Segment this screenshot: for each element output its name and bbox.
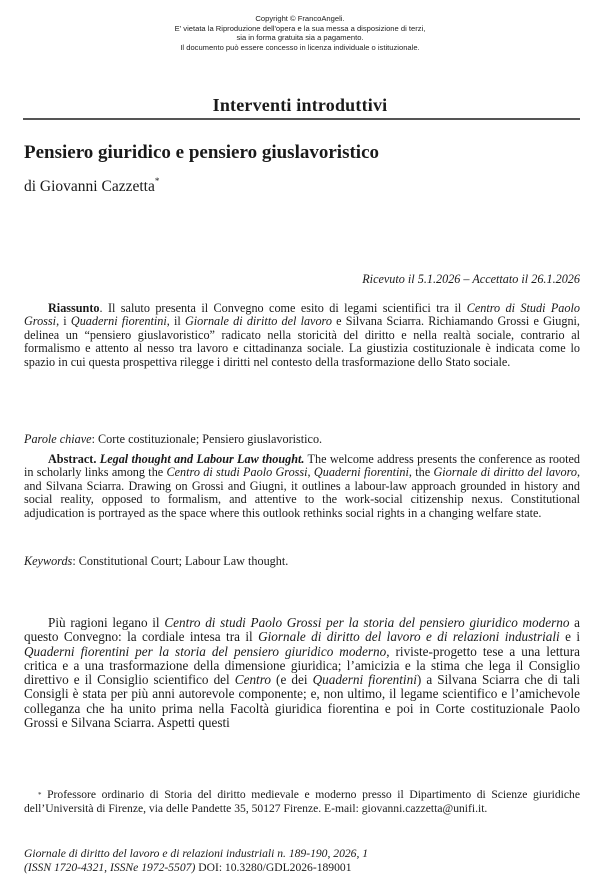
- copyright-notice: [0, 14, 600, 52]
- abstract-italian: [24, 302, 580, 369]
- keywords-text: : Constitutional Court; Labour Law thought.: [72, 554, 289, 568]
- body-italic: Giornale di diritto del lavoro e di relazioni industriali: [258, 629, 560, 645]
- body-italic: Quaderni fiorentini: [312, 672, 417, 688]
- article-title: Pensiero giuridico e pensiero giuslavoristico: [24, 142, 379, 163]
- author-name: di Giovanni Cazzetta: [24, 178, 155, 195]
- abstract-english: [24, 453, 580, 520]
- body-paragraph: [24, 616, 580, 730]
- abstract-text: , i: [56, 314, 71, 329]
- body-text: ) a Silvana Sciarra che di tali Consigli è stata per più anni autorevole componente; e, non ultimo, il legame scientifico e l’amichevole colleganza che ha unito prima nella Facoltà giuridica fiorentina e poi in Corte costituzionale Paolo Grossi e Silvana Sciarra. Aspetti questi: [24, 672, 580, 731]
- footnote-text: Professore ordinario di Storia del diritto medievale e moderno presso il Dipartimento di Scienze giuridiche dell’Università di Firenze, via delle Pandette 35, 50127 Firenze. E-mail: giovanni.cazzetta@unifi.it.: [24, 788, 580, 816]
- keywords-italian: [24, 433, 580, 446]
- keywords-label: Parole chiave: [24, 432, 92, 446]
- abstract-italic: Giornale di diritto del lavoro: [433, 465, 577, 480]
- abstract-text: . Il saluto presenta il Convegno come esito di legami scientifici tra il: [99, 301, 467, 315]
- journal-title-line: Giornale di diritto del lavoro e di relazioni industriali n. 189-190, 2026, 1: [24, 847, 369, 860]
- copyright-line: E' vietata la Riproduzione dell'opera e la sua messa a disposizione di terzi,: [174, 23, 426, 33]
- body-text: e i: [559, 629, 580, 645]
- keywords-english: [24, 555, 580, 568]
- abstract-text: The welcome address presents the conference as rooted in scholarly links among the: [24, 452, 580, 480]
- byline: [24, 178, 159, 196]
- body-italic: Quaderni fiorentini per la storia del pensiero giuridico moderno: [24, 643, 387, 659]
- abstract-label: Abstract.: [48, 452, 97, 466]
- abstract-text: ,: [307, 465, 314, 480]
- body-text: (e dei: [270, 672, 313, 688]
- abstract-text: , and Silvana Sciarra. Drawing on Grossi and Giugni, it outlines a labour-law approach grounded in history and social reality, opposed to formalism, and attentive to the work-social citizenship nexus. Constitutional adjudication is portrayed as the space where this outlook rethinks social rights in a changing welfare state.: [24, 465, 580, 520]
- keywords-label: Keywords: [24, 554, 73, 568]
- copyright-line: Il documento può essere concesso in licenza individuale o istituzionale.: [180, 42, 420, 52]
- section-divider: [23, 118, 580, 120]
- body-text: Più ragioni legano il: [48, 615, 165, 630]
- body-italic: Centro di studi Paolo Grossi per la storia del pensiero giuridico moderno: [164, 615, 570, 630]
- copyright-line: sia in forma gratuita sia a pagamento.: [236, 33, 364, 43]
- abstract-label: Riassunto: [48, 301, 100, 315]
- abstract-italic: Giornale di diritto del lavoro: [184, 314, 332, 329]
- author-footnote: [24, 788, 580, 816]
- body-italic: Centro: [234, 672, 271, 688]
- abstract-text: e Silvana Sciarra. Richiamando Grossi e Giugni, delinea un “pensiero giuslavoristico” radicato nella storicità del diritto e nella realtà sociale, contrario al formalismo e attento al nesso tra lavoro e cittadinanza sociale. La giustizia costituzionale è indicata come lo spazio in cui questa prospettiva rilegge i diritti nel contesto della trasformazione dello Stato sociale.: [24, 314, 580, 369]
- copyright-line: Copyright © FrancoAngeli.: [255, 14, 345, 23]
- abstract-title: Legal thought and Labour Law thought.: [99, 452, 305, 466]
- abstract-text: , il: [166, 314, 185, 329]
- abstract-italic: Centro di studi Paolo Grossi: [166, 465, 308, 480]
- author-footnote-mark[interactable]: *: [154, 176, 160, 186]
- abstract-italic: Quaderni fiorentini: [70, 314, 167, 329]
- section-title: Interventi introduttivi: [212, 95, 388, 115]
- keywords-text: : Corte costituzionale; Pensiero giuslavoristico.: [91, 432, 323, 446]
- body-text: a questo Convegno: la cordiale intesa tra il: [24, 615, 580, 645]
- journal-doi[interactable]: DOI: 10.3280/GDL2026-189001: [195, 861, 352, 875]
- journal-citation: [24, 847, 580, 875]
- journal-issn: (ISSN 1720-4321, ISSNe 1972-5507): [24, 861, 196, 875]
- body-text: , riviste-progetto tese a una lettura critica e a una trasformazione della dimensione giuridica; l’amicizia e la stima che lega il Consiglio direttivo e il Consiglio scientifico del: [24, 643, 580, 688]
- abstract-italic: Quaderni fiorentini: [313, 465, 409, 480]
- received-accepted-dates: Ricevuto il 5.1.2026 – Accettato il 26.1.2026: [362, 272, 580, 286]
- abstract-text: , the: [408, 465, 434, 480]
- footnote-mark: *: [38, 791, 42, 799]
- journal-identifiers: [24, 861, 580, 875]
- abstract-italic: Centro di Studi Paolo Grossi: [24, 301, 580, 329]
